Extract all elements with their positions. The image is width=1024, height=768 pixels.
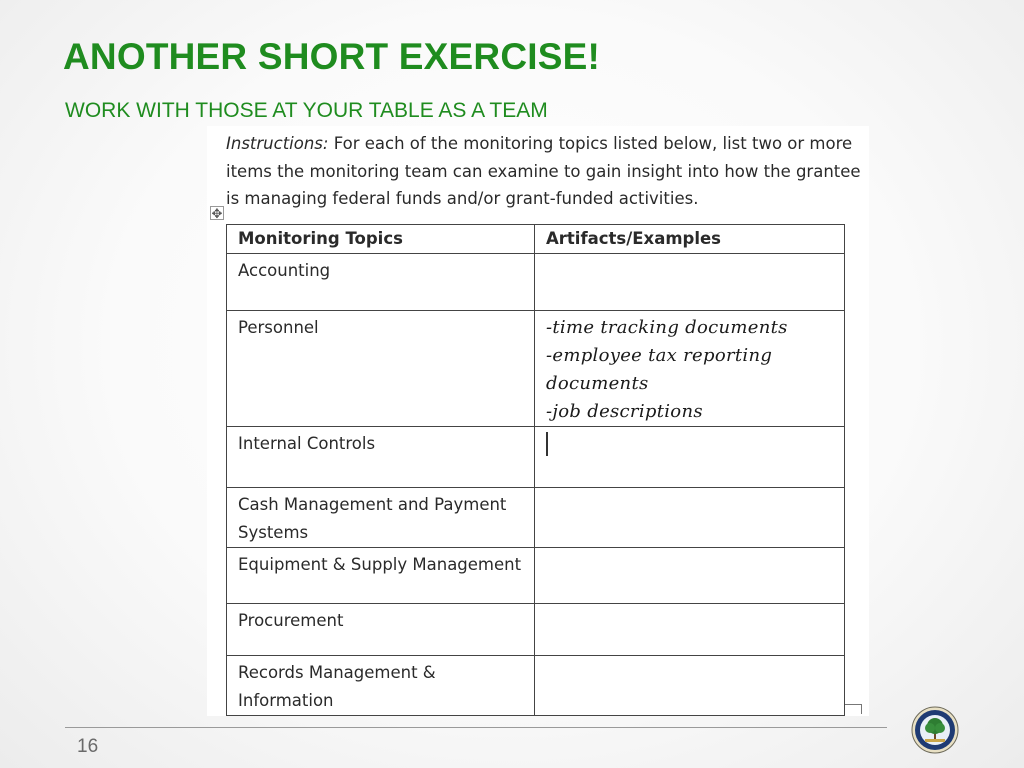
topic-cell-records-management: Records Management & Information [227, 656, 535, 716]
slide-subtitle: WORK WITH THOSE AT YOUR TABLE AS A TEAM [65, 99, 548, 122]
department-of-education-seal-icon [911, 706, 959, 754]
table-header-row [227, 225, 845, 254]
slide-title: ANOTHER SHORT EXERCISE! [63, 36, 601, 77]
instructions-lead: Instructions: [226, 134, 329, 153]
topic-cell-equipment-supply: Equipment & Supply Management [227, 548, 535, 604]
monitoring-topics-table [226, 224, 845, 716]
artifacts-cell-procurement[interactable] [535, 604, 845, 656]
table-row [227, 488, 845, 548]
artifact-line: -employee tax reporting [546, 345, 773, 366]
artifacts-cell-cash-management[interactable] [535, 488, 845, 548]
artifacts-cell-equipment-supply[interactable] [535, 548, 845, 604]
page-number: 16 [77, 736, 99, 757]
table-row [227, 254, 845, 311]
artifacts-cell-personnel[interactable] [535, 311, 845, 427]
topic-cell-cash-management: Cash Management and Payment Systems [227, 488, 535, 548]
topic-cell-procurement: Procurement [227, 604, 535, 656]
artifacts-cell-records-management[interactable] [535, 656, 845, 716]
artifact-line: documents [546, 373, 649, 394]
table-row [227, 656, 845, 716]
instructions-text: For each of the monitoring topics listed below, list two or more items the monitoring team can examine to gain insight into how the grantee is managing federal funds and/or grant-funded activities. [226, 134, 861, 208]
table-row [227, 427, 845, 488]
document-screenshot [207, 126, 869, 716]
table-row [227, 604, 845, 656]
table-resize-handle[interactable] [845, 704, 862, 714]
table-row [227, 548, 845, 604]
table-row [227, 311, 845, 427]
footer-divider [65, 727, 887, 728]
column-header-artifacts: Artifacts/Examples [535, 225, 845, 254]
column-header-topics: Monitoring Topics [227, 225, 535, 254]
topic-cell-internal-controls: Internal Controls [227, 427, 535, 488]
artifact-line: -time tracking documents [546, 317, 788, 338]
instructions-paragraph [226, 130, 866, 213]
topic-cell-accounting: Accounting [227, 254, 535, 311]
artifacts-cell-accounting[interactable] [535, 254, 845, 311]
move-arrows-icon[interactable]: ✥ [211, 206, 223, 221]
topic-cell-personnel: Personnel [227, 311, 535, 427]
artifact-line: -job descriptions [546, 401, 703, 422]
artifacts-cell-internal-controls[interactable] [535, 427, 845, 488]
text-cursor [546, 432, 548, 456]
